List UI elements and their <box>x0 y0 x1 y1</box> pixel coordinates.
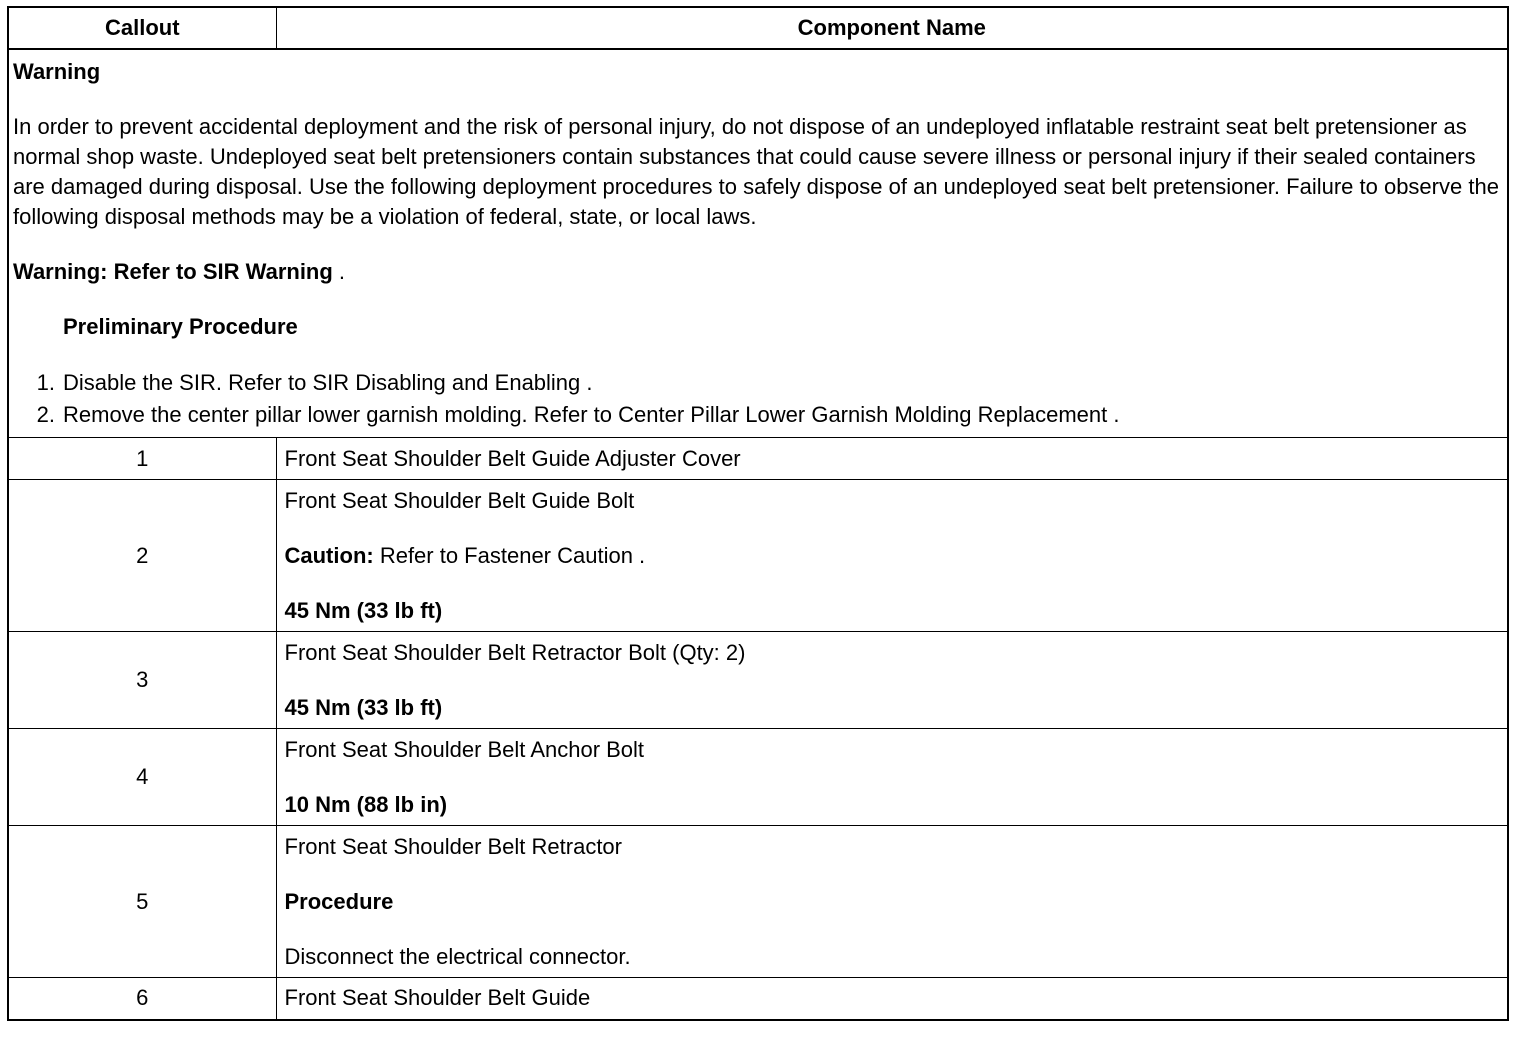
table-row <box>9 632 1507 729</box>
table-row <box>9 438 1507 480</box>
component-name-header: Component Name <box>276 8 1507 49</box>
callout-number: 6 <box>9 978 276 1019</box>
callout-number: 3 <box>9 632 276 729</box>
torque-spec: 45 Nm (33 lb ft) <box>284 695 443 720</box>
step-text: Disable the SIR. Refer to SIR Disabling and Enabling . <box>63 370 593 395</box>
step-number: 2. <box>36 402 55 427</box>
torque-spec: 45 Nm (33 lb ft) <box>284 598 443 623</box>
caution-label: Caution: <box>284 543 374 568</box>
component-name: Front Seat Shoulder Belt Guide <box>276 978 1507 1019</box>
step-text: Remove the center pillar lower garnish molding. Refer to Center Pillar Lower Garnish Molding Replacement . <box>63 402 1120 427</box>
callout-number: 2 <box>9 480 276 632</box>
sir-warning-suffix: . <box>332 259 346 284</box>
component-name: Front Seat Shoulder Belt Retractor Bolt (Qty: 2) <box>284 640 746 665</box>
component-table <box>7 6 1509 1021</box>
component-name: Front Seat Shoulder Belt Retractor <box>284 834 622 859</box>
torque-spec: 10 Nm (88 lb in) <box>284 792 448 817</box>
callout-header: Callout <box>9 8 276 49</box>
step-item <box>13 399 1503 431</box>
procedure-text: Disconnect the electrical connector. <box>284 944 631 969</box>
step-item <box>13 367 1503 399</box>
sir-warning-link[interactable]: Warning: Refer to SIR Warning <box>13 259 333 284</box>
component-name: Front Seat Shoulder Belt Guide Adjuster Cover <box>276 438 1507 480</box>
warning-section <box>9 49 1507 438</box>
callout-number: 4 <box>9 729 276 826</box>
component-name: Front Seat Shoulder Belt Anchor Bolt <box>284 737 645 762</box>
warning-body: In order to prevent accidental deployment and the risk of personal injury, do not dispose of an undeployed inflatable restraint seat belt pretensioner as normal shop waste. Undeployed seat belt pretensioners contain substances that could cause severe illness or personal injury if their sealed containers are damaged during disposal. Use the following deployment procedures to safely dispose of an undeployed seat belt pretensioner. Failure to observe the following disposal methods may be a violation of federal, state, or local laws. <box>13 114 1499 229</box>
warning-title: Warning <box>13 59 101 84</box>
table-row <box>9 480 1507 632</box>
callout-number: 1 <box>9 438 276 480</box>
component-name: Front Seat Shoulder Belt Guide Bolt <box>284 488 635 513</box>
table-row <box>9 826 1507 978</box>
preliminary-procedure-title: Preliminary Procedure <box>63 314 298 339</box>
table-row <box>9 978 1507 1019</box>
procedure-title: Procedure <box>284 889 394 914</box>
caution-text: Refer to Fastener Caution . <box>373 543 646 568</box>
preliminary-steps <box>13 367 1503 431</box>
table-row <box>9 729 1507 826</box>
callout-number: 5 <box>9 826 276 978</box>
step-number: 1. <box>36 370 55 395</box>
